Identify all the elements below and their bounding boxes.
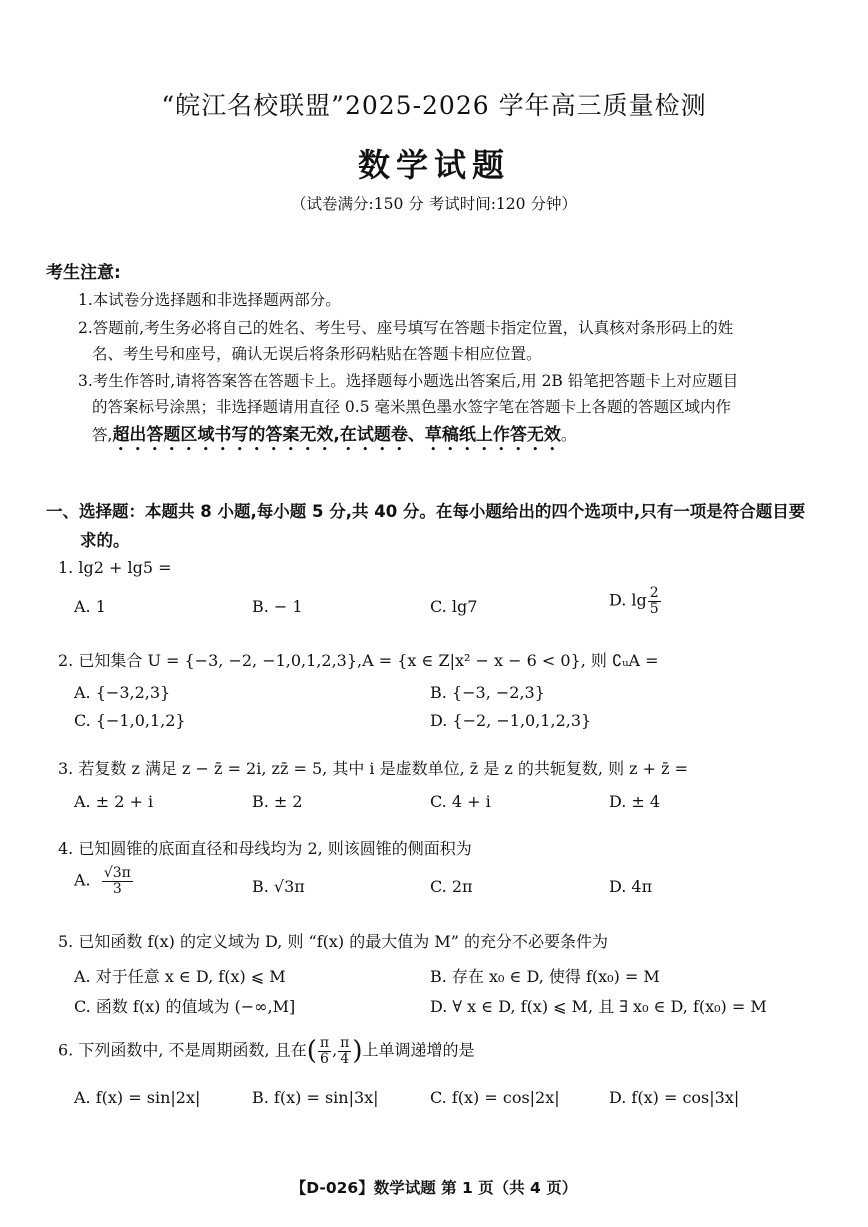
- section-1-heading: 一、选择题：本题共 8 小题,每小题 5 分,共 40 分。在每小题给出的四个选项中,只有一项是符合题目要: [46, 502, 806, 521]
- question-1-option-a: A. 1: [74, 597, 106, 616]
- question-4-option-a-prefix: A.: [74, 870, 91, 890]
- question-1-stem: 1. lg2 + lg5 =: [58, 558, 172, 577]
- question-6-stem-prefix: 6. 下列函数中, 不是周期函数, 且在: [58, 1040, 307, 1060]
- right-paren: ): [352, 1036, 363, 1067]
- fraction-numerator: π: [340, 1035, 350, 1051]
- question-4-option-a: [74, 866, 134, 896]
- fraction: [318, 1036, 331, 1066]
- question-6-option-b: B. f(x) = sin|3x|: [252, 1088, 379, 1107]
- question-6-stem: 6. 下列函数中, 不是周期函数, 且在( $\frac{\pi}{6}$ , $\frac{\pi}{4}$ )上单调递增的是: [58, 1035, 475, 1067]
- subject-title: 数学试题: [357, 146, 510, 184]
- question-6-option-a: A. f(x) = sin|2x|: [74, 1088, 201, 1107]
- notice-item-3-prefix: 答,: [92, 426, 113, 444]
- question-2-option-c: C. {−1,0,1,2}: [74, 711, 186, 730]
- question-4-option-b: B. √3π: [252, 877, 305, 896]
- question-6-option-d: D. f(x) = cos|3x|: [609, 1088, 740, 1107]
- fraction-denominator: 6: [320, 1050, 329, 1067]
- question-2-option-d: D. {−2, −1,0,1,2,3}: [430, 711, 592, 730]
- exam-info: （试卷满分:150 分 考试时间:120 分钟）: [291, 195, 577, 213]
- fraction: [648, 586, 661, 616]
- question-2-stem: 2. 已知集合 U = {−3, −2, −1,0,1,2,3},A = {x ∈ Z|x² − x − 6 < 0}, 则 ∁ᵤA =: [58, 651, 659, 670]
- notice-item-2-line-1: 2.答题前,考生务必将自己的姓名、考生号、座号填写在答题卡指定位置，认真核对条形码上的姓: [78, 319, 734, 337]
- notice-item-2-line-2: 名、考生号和座号，确认无误后将条形码粘贴在答题卡相应位置。: [92, 345, 542, 363]
- question-3-option-d: D. ± 4: [609, 792, 661, 811]
- question-3-option-b: B. ± 2: [252, 792, 303, 811]
- question-5-option-b: B. 存在 x₀ ∈ D, 使得 f(x₀) = M: [430, 967, 660, 986]
- notice-warning-emphasis: 超出答题区域书写的答案无效,在试题卷、草稿纸上作答无效: [112, 425, 561, 445]
- page-footer: 【D-026】数学试题 第 1 页（共 4 页）: [290, 1179, 578, 1197]
- question-2-option-b: B. {−3, −2,3}: [430, 683, 545, 702]
- fraction-numerator: √3π: [103, 865, 131, 881]
- fraction-numerator: π: [319, 1035, 330, 1051]
- question-3-stem: 3. 若复数 z 满足 z − z̄ = 2i, zz̄ = 5, 其中 i 是虚数单位, z̄ 是 z 的共轭复数, 则 z + z̄ =: [58, 759, 689, 778]
- question-1-option-d: [609, 586, 662, 616]
- question-6-option-c: C. f(x) = cos|2x|: [430, 1088, 560, 1107]
- question-4-stem: 4. 已知圆锥的底面直径和母线均为 2, 则该圆锥的侧面积为: [58, 839, 472, 858]
- fraction-denominator: 3: [112, 880, 122, 897]
- notice-item-3-line-3: [92, 420, 576, 455]
- question-5-stem: 5. 已知函数 f(x) 的定义域为 D, 则 “f(x) 的最大值为 M” 的充分不必要条件为: [58, 932, 608, 951]
- question-3-option-c: C. 4 + i: [430, 792, 491, 811]
- fraction: [102, 866, 133, 896]
- fraction-denominator: 5: [649, 600, 659, 617]
- question-5-option-a: A. 对于任意 x ∈ D, f(x) ⩽ M: [74, 967, 286, 986]
- question-1-option-d-prefix: D. lg: [609, 590, 647, 610]
- question-5-option-c: C. 函数 f(x) 的值域为 (−∞,M]: [74, 997, 296, 1016]
- notice-heading: 考生注意:: [46, 263, 121, 283]
- notice-item-3-suffix: 。: [560, 426, 577, 444]
- section-1-heading-cont: 求的。: [80, 531, 130, 550]
- fraction-denominator: 4: [340, 1050, 350, 1067]
- question-1-option-b: B. − 1: [252, 597, 303, 616]
- question-5-option-d: D. ∀ x ∈ D, f(x) ⩽ M, 且 ∃ x₀ ∈ D, f(x₀) = M: [430, 997, 767, 1016]
- question-6-stem-suffix: 上单调递增的是: [362, 1040, 475, 1060]
- fraction: [338, 1036, 351, 1066]
- question-1-option-c: C. lg7: [430, 597, 478, 616]
- left-paren: (: [306, 1036, 317, 1067]
- notice-item-3-line-2: 的答案标号涂黑；非选择题请用直径 0.5 毫米黑色墨水签字笔在答题卡上各题的答题区域内作: [92, 398, 732, 416]
- fraction-numerator: 2: [649, 585, 659, 601]
- question-3-option-a: A. ± 2 + i: [74, 792, 154, 811]
- exam-title: “皖江名校联盟”2025-2026 学年高三质量检测: [161, 91, 707, 120]
- notice-item-1: 1.本试卷分选择题和非选择题两部分。: [78, 291, 341, 309]
- notice-item-3-line-1: 3.考生作答时,请将答案答在答题卡上。选择题每小题选出答案后,用 2B 铅笔把答题卡上对应题目: [78, 372, 739, 390]
- question-2-option-a: A. {−3,2,3}: [74, 683, 171, 702]
- question-4-option-d: D. 4π: [609, 877, 653, 896]
- question-4-option-c: C. 2π: [430, 877, 473, 896]
